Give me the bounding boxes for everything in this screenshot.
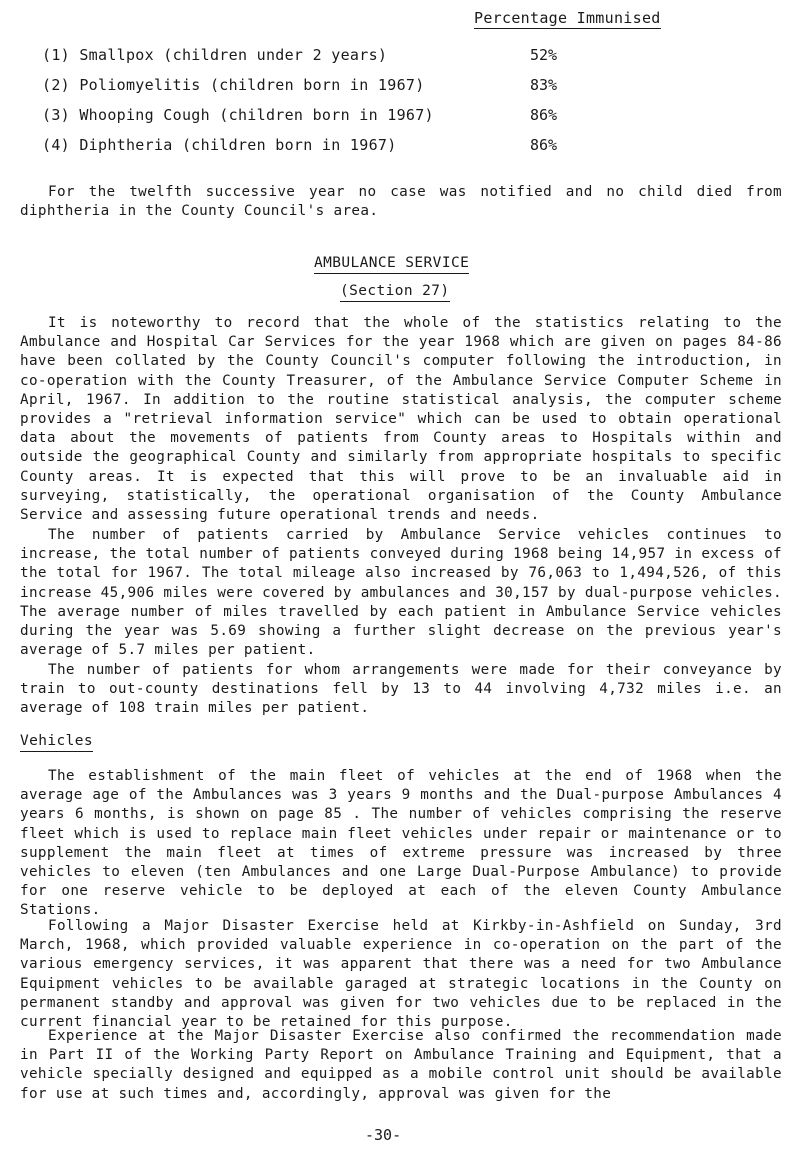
train-conveyance-paragraph: The number of patients for whom arrangements were made for their conveyance by train to out-county destinations fell by 13 to 44 involving 4,732 miles i.e. an average of 108 train miles per patient. [20,662,782,717]
immunisation-table [42,40,682,160]
mobile-control-paragraph: Experience at the Major Disaster Exercise also confirmed the recommendation made in Part II of the Working Party Report on Ambulance Training and Equipment, that a vehicle specially designed and equipped as a mobile control unit should be available for use at such times and, accordingly, approval was given for the [20,1028,782,1102]
vehicles-heading: Vehicles [20,733,93,752]
disease-label: (1) Smallpox (children under 2 years) [42,46,388,64]
immunised-column-header: Percentage Immunised [474,9,661,27]
percentage-value: 52% [530,46,558,64]
immunisation-row [42,40,682,70]
ambulance-service-heading: AMBULANCE SERVICE [314,255,469,274]
immunisation-row [42,130,682,160]
page-number: -30- [365,1126,402,1144]
section-reference: (Section 27) [340,283,450,302]
disease-label: (2) Poliomyelitis (children born in 1967) [42,76,425,94]
disease-label: (4) Diphtheria (children born in 1967) [42,136,397,154]
percentage-value: 86% [530,106,558,124]
disaster-exercise-paragraph: Following a Major Disaster Exercise held at Kirkby-in-Ashfield on Sunday, 3rd March, 1968, which provided valuable experience in co-operation on the part of the various emergency services, it was apparent that there was a need for two Ambulance Equipment vehicles to be available garaged at strategic locations in the County on permanent standby and approval was given for two vehicles due to be replaced in the current financial year to be retained for this purpose. [20,918,782,1031]
immunisation-row [42,70,682,100]
percentage-value: 83% [530,76,558,94]
percentage-value: 86% [530,136,558,154]
immunisation-row [42,100,682,130]
fleet-paragraph: The establishment of the main fleet of vehicles at the end of 1968 when the average age of the Ambulances was 3 years 9 months and the Dual-purpose Ambulances 4 years 6 months, is shown on page 85 . The number of vehicles comprising the reserve fleet which is used to replace main fleet vehicles under repair or maintenance or to supplement the main fleet at times of extreme pressure was increased by three vehicles to eleven (ten Ambulances and one Large Dual-Purpose Ambulance) to provide for one reserve vehicle to be deployed at each of the eleven County Ambulance Stations. [20,768,782,919]
computer-scheme-paragraph: It is noteworthy to record that the whole of the statistics relating to the Ambulance and Hospital Car Services for the year 1968 which are given on pages 84-86 have been collated by the County Council's computer following the introduction, in co-operation with the County Treasurer, of the Ambulance Service Computer Scheme in April, 1967. In addition to the routine statistical analysis, the computer scheme provides a "retrieval information service" which can be used to obtain operational data about the movements of patients from County areas to Hospitals within and outside the geographical County and similarly from appropriate hospitals to specific County areas. It is expected that this will prove to be an invaluable aid in surveying, statistically, the operational organisation of the County Ambulance Service and assessing future operational trends and needs. [20,315,782,524]
patients-carried-paragraph: The number of patients carried by Ambulance Service vehicles continues to increase, the total number of patients conveyed during 1968 being 14,957 in excess of the total for 1967. The total mileage also increased by 76,063 to 1,494,526, of this increase 45,906 miles were covered by ambulances and 30,157 by dual-purpose vehicles. The average number of miles travelled by each patient in Ambulance Service vehicles during the year was 5.69 showing a further slight decrease on the previous year's average of 5.7 miles per patient. [20,527,782,659]
disease-label: (3) Whooping Cough (children born in 1967) [42,106,434,124]
diphtheria-note: For the twelfth successive year no case was notified and no child died from diphtheria in the County Council's area. [20,184,782,220]
